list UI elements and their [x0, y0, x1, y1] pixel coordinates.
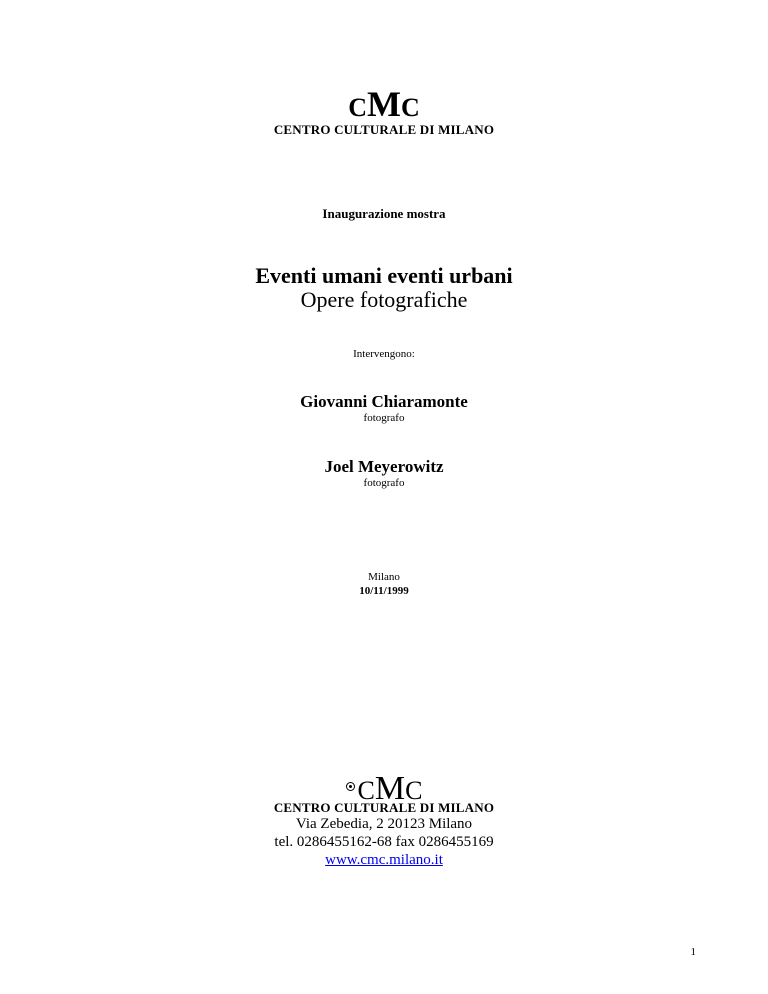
speaker-role: fotografo [363, 477, 405, 489]
logo-letter-c1: C [348, 93, 367, 122]
event-subtitle: Opere fotografiche [300, 287, 468, 312]
logo-mark-icon [346, 782, 355, 791]
event-title: Eventi umani eventi urbani [255, 263, 513, 288]
footer-phone: tel. 0286455162-68 fax 0286455169 [274, 834, 494, 850]
speakers-intro: Intervengono: [353, 348, 415, 360]
speaker-role: fotografo [363, 412, 405, 424]
speaker-name: Giovanni Chiaramonte [300, 392, 468, 411]
logo-letter-c2: C [405, 776, 423, 805]
website-link[interactable]: www.cmc.milano.it [325, 852, 443, 868]
logo-letter-m: M [374, 770, 406, 807]
logo-letter-m: M [367, 84, 401, 124]
logo-letter-c1: C [357, 776, 375, 805]
footer-website-row [0, 851, 768, 869]
speaker-name: Joel Meyerowitz [324, 457, 444, 476]
footer-org-name: CENTRO CULTURALE DI MILANO [273, 800, 495, 815]
header-org-name: CENTRO CULTURALE DI MILANO [273, 122, 495, 137]
page-number: 1 [690, 946, 696, 958]
footer-address: Via Zebedia, 2 20123 Milano [295, 816, 473, 832]
event-type: Inaugurazione mostra [322, 206, 446, 221]
logo-letter-c2: C [400, 93, 420, 122]
header-logo [0, 86, 768, 122]
event-date: 10/11/1999 [359, 585, 409, 597]
event-city: Milano [368, 571, 400, 583]
